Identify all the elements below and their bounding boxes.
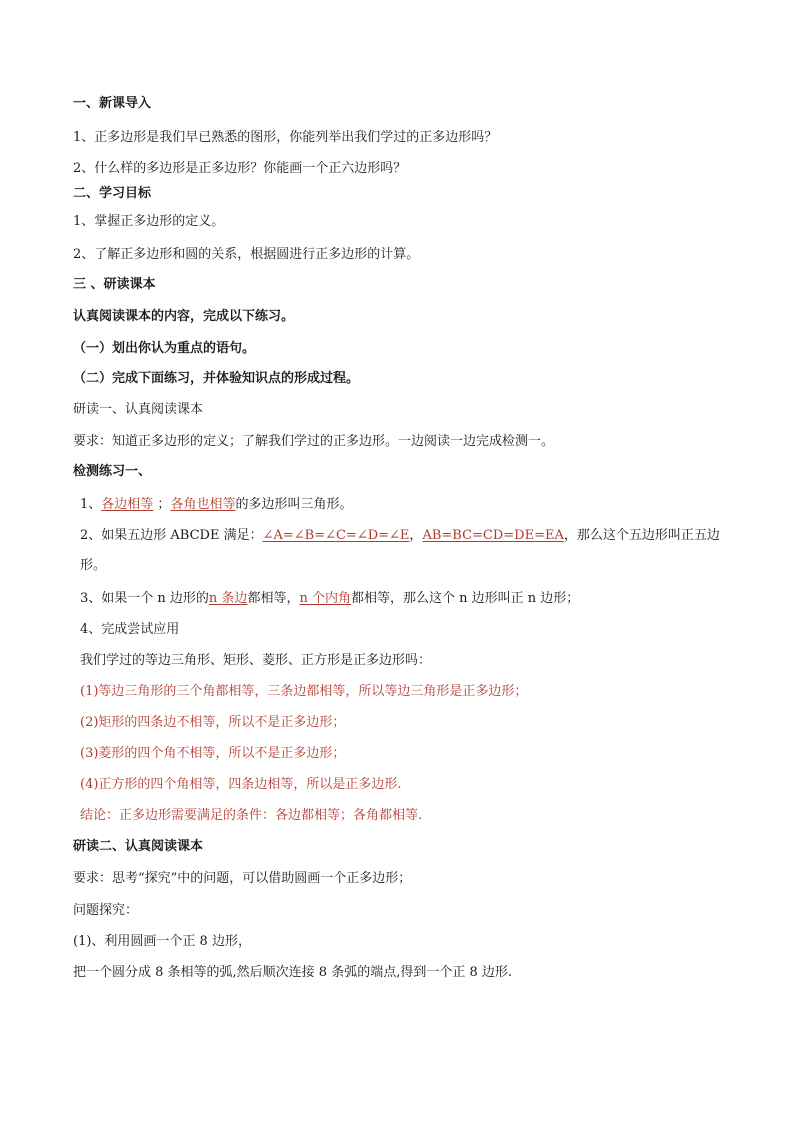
answer-square: (4)正方形的四个角相等，四条边相等，所以是正多边形. — [80, 777, 402, 792]
answer-fill: 各角也相等 — [170, 497, 236, 512]
item-text: 的多边形叫三角形。 — [235, 497, 353, 512]
intro-question-1: 1、正多边形是我们早已熟悉的图形，你能列举出我们学过的正多边形吗？ — [73, 130, 498, 145]
task-2: （二）完成下面练习，并体验知识点的形成过程。 — [73, 371, 360, 386]
exercise-item-1 — [80, 496, 352, 514]
answer-fill: ∠A=∠B=∠C=∠D=∠E — [262, 528, 410, 543]
answer-rhombus: (3)菱形的四个角不相等，所以不是正多边形； — [80, 746, 346, 761]
exercise-item-4-title: 4、完成尝试应用 — [80, 622, 180, 637]
exercise-item-4-question: 我们学过的等边三角形、矩形、菱形、正方形是正多边形吗： — [80, 653, 432, 668]
exercise-item-3 — [80, 590, 579, 608]
answer-fill: n 个内角 — [299, 591, 351, 606]
section-heading-new-lesson: 一、新课导入 — [73, 96, 152, 111]
answer-fill: AB=BC=CD=DE=EA — [422, 528, 564, 543]
item-text: 3、如果一个 n 边形的 — [80, 591, 209, 606]
exercise1-heading: 检测练习一、 — [73, 464, 152, 479]
explore-problem-1: (1)、利用圆画一个正 8 边形， — [73, 934, 251, 949]
item-text: ，那么这个五边形叫正五边 — [563, 528, 720, 543]
study2-title: 研读二、认真阅读课本 — [73, 839, 204, 854]
exercise-item-2 — [80, 527, 720, 545]
goal-2: 2、了解正多边形和圆的关系，根据圆进行正多边形的计算。 — [73, 247, 420, 262]
section-heading-study: 三 、研读课本 — [73, 277, 156, 292]
section-heading-goals: 二、学习目标 — [73, 186, 152, 201]
study1-requirement: 要求：知道正多边形的定义；了解我们学过的正多边形。一边阅读一边完成检测一。 — [73, 434, 555, 449]
item-number: 1、 — [80, 497, 102, 512]
explore-heading: 问题探究： — [73, 903, 139, 918]
study1-title: 研读一、认真阅读课本 — [73, 402, 204, 417]
study-intro: 认真阅读课本的内容，完成以下练习。 — [73, 309, 295, 324]
exercise-item-2-continued: 形。 — [80, 558, 107, 573]
item-text: 都相等，那么这个 n 边形叫正 n 边形； — [350, 591, 580, 606]
separator-text: ， — [409, 528, 423, 543]
item-text: 2、如果五边形 ABCDE 满足： — [80, 528, 263, 543]
item-text: 都相等， — [247, 591, 300, 606]
conclusion: 结论：正多边形需要满足的条件：各边都相等；各角都相等. — [80, 808, 423, 823]
study2-requirement: 要求：思考“探究”中的问题，可以借助圆画一个正多边形； — [73, 871, 412, 886]
explore-solution-1: 把一个圆分成 8 条相等的弧,然后顺次连接 8 条弧的端点,得到一个正 8 边形. — [73, 965, 513, 980]
answer-fill: 各边相等 — [101, 497, 154, 512]
separator-text: ； — [153, 497, 171, 512]
goal-1: 1、掌握正多边形的定义。 — [73, 214, 225, 229]
intro-question-2: 2、什么样的多边形是正多边形？你能画一个正六边形吗？ — [73, 161, 407, 176]
task-1: （一）划出你认为重点的语句。 — [73, 341, 256, 356]
answer-rectangle: (2)矩形的四条边不相等，所以不是正多边形； — [80, 715, 346, 730]
answer-fill: n 条边 — [208, 591, 248, 606]
answer-equilateral-triangle: (1)等边三角形的三个角都相等，三条边都相等，所以等边三角形是正多边形； — [80, 684, 528, 699]
